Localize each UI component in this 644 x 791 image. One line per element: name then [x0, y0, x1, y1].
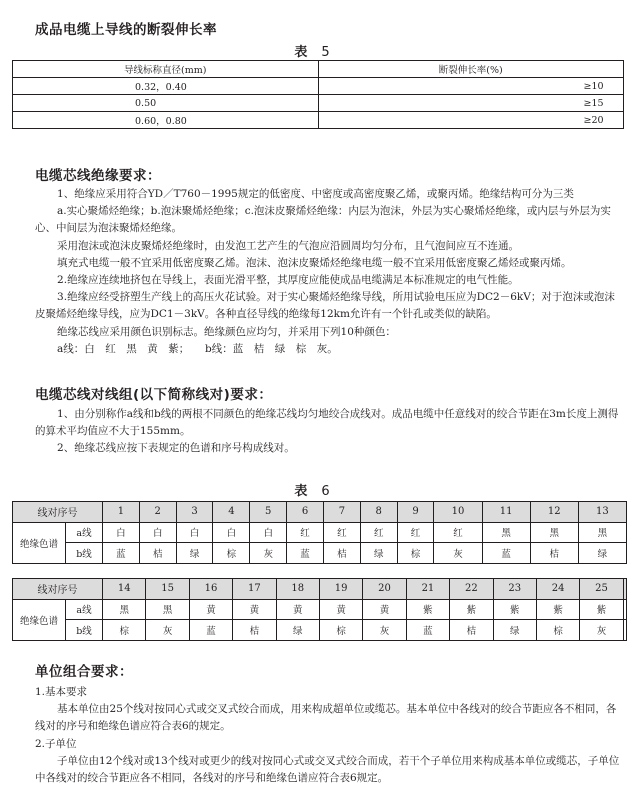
pair-number-cell: 19 [319, 579, 362, 600]
a-color-cell: 红 [360, 522, 397, 543]
b-color-cell: 灰 [434, 543, 482, 564]
header-elongation: 断裂伸长率(%) [318, 61, 624, 78]
a-color-cell: 白 [103, 522, 140, 543]
pair-number-cell: 9 [397, 502, 434, 523]
a-color-cell: 紫 [580, 599, 623, 620]
b-color-cell [623, 620, 626, 641]
a-wire-row [13, 599, 627, 620]
b-color-cell: 棕 [397, 543, 434, 564]
paragraph: 1、由分别称作a线和b线的两根不同颜色的绝缘芯线均匀地绞合成线对。成品电缆中任意线对的绞合节距在3m长度上测得的算术平均值应不大于155mm。 [35, 408, 619, 438]
document-title: 成品电缆上导线的断裂伸长率 [35, 22, 217, 38]
a-color-cell: 黄 [276, 599, 319, 620]
table-row [13, 78, 624, 95]
b-color-cell: 桔 [233, 620, 276, 641]
a-color-cell: 白 [250, 522, 287, 543]
a-color-cell: 白 [176, 522, 213, 543]
a-color-cell: 黄 [319, 599, 362, 620]
a-color-cell: 黑 [482, 522, 530, 543]
paragraph: 绝缘芯线应采用颜色识别标志。绝缘颜色应均匀，并采用下列10种颜色： [57, 325, 396, 338]
pair-number-cell: 25 [580, 579, 623, 600]
a-color-cell: 黄 [189, 599, 232, 620]
paragraph: a.实心聚烯烃绝缘；b.泡沫聚烯烃绝缘；c.泡沫皮聚烯烃绝缘：内层为泡沫，外层为实心聚烯烃绝缘，或内层与外层为实心、中间层为泡沫聚烯烃绝缘。 [35, 205, 611, 235]
table-row [13, 112, 624, 129]
b-color-cell: 桔 [450, 620, 493, 641]
pair-number-cell: 1 [103, 502, 140, 523]
pair-number-cell: 18 [276, 579, 319, 600]
a-color-cell: 黑 [103, 599, 146, 620]
pair-number-cell: 6 [287, 502, 324, 523]
b-color-cell: 蓝 [287, 543, 324, 564]
pair-number-cell: 12 [530, 502, 578, 523]
paragraph: 采用泡沫或泡沫皮聚烯烃绝缘时，由发泡工艺产生的气泡应沿圆周均匀分布，且气泡间应互不连通。 [57, 239, 520, 252]
b-color-cell: 蓝 [406, 620, 449, 641]
b-wire-label: b线 [66, 543, 103, 564]
pair-number-cell: 22 [450, 579, 493, 600]
header-diameter: 导线标称直径(mm) [13, 61, 319, 78]
a-color-cell: 黑 [146, 599, 189, 620]
a-color-cell: 白 [139, 522, 176, 543]
elongation-cell: ≥15 [318, 95, 624, 112]
b-color-cell: 棕 [319, 620, 362, 641]
a-color-cell: 红 [287, 522, 324, 543]
color-code-table-part1 [12, 501, 627, 564]
b-color-cell: 棕 [536, 620, 579, 641]
pair-number-cell: 17 [233, 579, 276, 600]
a-color-cell: 紫 [406, 599, 449, 620]
a-color-cell: 红 [397, 522, 434, 543]
b-wire-label: b线 [66, 620, 103, 641]
b-color-cell: 棕 [103, 620, 146, 641]
paragraph: 2.子单位 [35, 737, 77, 750]
a-wire-label: a线 [66, 522, 103, 543]
b-color-cell: 绿 [176, 543, 213, 564]
b-color-cell: 绿 [360, 543, 397, 564]
table-header-row [13, 61, 624, 78]
b-color-cell: 灰 [146, 620, 189, 641]
b-color-cell: 蓝 [103, 543, 140, 564]
b-color-cell: 桔 [323, 543, 360, 564]
pair-number-cell: 21 [406, 579, 449, 600]
a-color-cell: 黄 [233, 599, 276, 620]
pair-number-row [13, 579, 627, 600]
table5-caption-label: 表 [294, 45, 308, 60]
b-color-cell: 蓝 [189, 620, 232, 641]
paragraph: 1.基本要求 [35, 686, 88, 698]
a-color-cell: 红 [323, 522, 360, 543]
diameter-cell: 0.32，0.40 [13, 78, 319, 95]
a-color-cell: 红 [434, 522, 482, 543]
color-code-label: 绝缘色谱 [13, 599, 66, 640]
table6-caption [212, 480, 412, 499]
pair-number-label: 线对序号 [13, 579, 103, 600]
pair-number-label: 线对序号 [13, 502, 103, 523]
a-color-cell: 白 [213, 522, 250, 543]
b-color-cell: 棕 [213, 543, 250, 564]
b-wire-row [13, 620, 627, 641]
insulation-text [35, 186, 620, 358]
paragraph: 2.绝缘应连续地挤包在导线上，表面光滑平整，其厚度应能使成品电缆满足本标准规定的电气性能。 [57, 274, 519, 287]
section-heading-insulation: 电缆芯线绝缘要求： [35, 168, 161, 184]
paragraph: 1、绝缘应采用符合YD／T760－1995规定的低密度、中密度或高密度聚乙烯，或聚丙烯。绝缘结构可分为三类 [57, 188, 574, 200]
section-heading-units: 单位组合要求： [35, 664, 133, 680]
b-wire-row [13, 543, 627, 564]
pair-number-cell: 24 [536, 579, 579, 600]
a-wire-row [13, 522, 627, 543]
pair-number-cell: 10 [434, 502, 482, 523]
b-color-cell: 绿 [578, 543, 626, 564]
table5-caption [212, 41, 412, 60]
paragraph: a线：白 红 黑 黄 紫； b线：蓝 桔 绿 棕 灰。 [57, 342, 338, 355]
pair-number-cell: 16 [189, 579, 232, 600]
b-color-cell: 蓝 [482, 543, 530, 564]
pair-number-cell: 23 [493, 579, 536, 600]
table5-caption-number: 5 [321, 45, 330, 60]
pair-number-cell: 2 [139, 502, 176, 523]
a-color-cell: 紫 [450, 599, 493, 620]
pair-number-cell: 11 [482, 502, 530, 523]
paragraph: 2、绝缘芯线应按下表规定的色谱和序号构成线对。 [57, 442, 295, 455]
table6-caption-label: 表 [294, 484, 308, 499]
diameter-cell: 0.60，0.80 [13, 112, 319, 129]
color-code-label: 绝缘色谱 [13, 522, 66, 563]
pair-number-cell: 3 [176, 502, 213, 523]
elongation-cell: ≥10 [318, 78, 624, 95]
a-wire-label: a线 [66, 599, 103, 620]
a-color-cell: 紫 [536, 599, 579, 620]
b-color-cell: 绿 [493, 620, 536, 641]
pair-number-cell [623, 579, 626, 600]
b-color-cell: 桔 [530, 543, 578, 564]
paragraph: 基本单位由25个线对按同心式或交叉式绞合而成，用来构成超单位或缆芯。基本单位中各线对的绞合节距应各不相同，各线对的序号和绝缘色谱应符合表6的规定。 [35, 703, 617, 733]
units-text [35, 684, 620, 787]
b-color-cell: 灰 [363, 620, 406, 641]
pair-number-cell: 5 [250, 502, 287, 523]
pair-number-row [13, 502, 627, 523]
a-color-cell: 黄 [363, 599, 406, 620]
a-color-cell: 黑 [530, 522, 578, 543]
pair-number-cell: 13 [578, 502, 626, 523]
pair-number-cell: 15 [146, 579, 189, 600]
a-color-cell [623, 599, 626, 620]
color-code-table-part2 [12, 578, 627, 641]
paragraph: 填充式电缆一般不宜采用低密度聚乙烯。泡沫、泡沫皮聚烯烃绝缘电缆一般不宜采用低密度聚乙烯烃或聚丙烯。 [57, 256, 572, 269]
pair-number-cell: 7 [323, 502, 360, 523]
table6-caption-number: 6 [321, 484, 330, 499]
pair-number-cell: 14 [103, 579, 146, 600]
diameter-cell: 0.50 [13, 95, 319, 112]
a-color-cell: 黑 [578, 522, 626, 543]
b-color-cell: 绿 [276, 620, 319, 641]
b-color-cell: 灰 [580, 620, 623, 641]
section-heading-pairs: 电缆芯线对线组(以下简称线对)要求： [35, 387, 273, 403]
table-row [13, 95, 624, 112]
b-color-cell: 桔 [139, 543, 176, 564]
pairs-text [35, 406, 620, 458]
elongation-cell: ≥20 [318, 112, 624, 129]
pair-number-cell: 20 [363, 579, 406, 600]
b-color-cell: 灰 [250, 543, 287, 564]
pair-number-cell: 8 [360, 502, 397, 523]
elongation-table [12, 60, 624, 129]
paragraph: 3.绝缘应经受挤塑生产线上的高压火花试验。对于实心聚烯烃绝缘导线，所用试验电压应为DC2－6kV；对于泡沫或泡沫皮聚烯烃绝缘导线，应为DC1－3kV。各种直径导线的绝缘每12km允许有一个针孔或类似的缺陷。 [35, 291, 615, 321]
a-color-cell: 紫 [493, 599, 536, 620]
pair-number-cell: 4 [213, 502, 250, 523]
paragraph: 子单位由12个线对或13个线对或更少的线对按同心式或交叉式绞合而成，若干个子单位用来构成基本单位或缆芯，子单位中各线对的绞合节距应各不相同，各线对的序号和绝缘色谱应符合表6规定。 [35, 754, 620, 785]
